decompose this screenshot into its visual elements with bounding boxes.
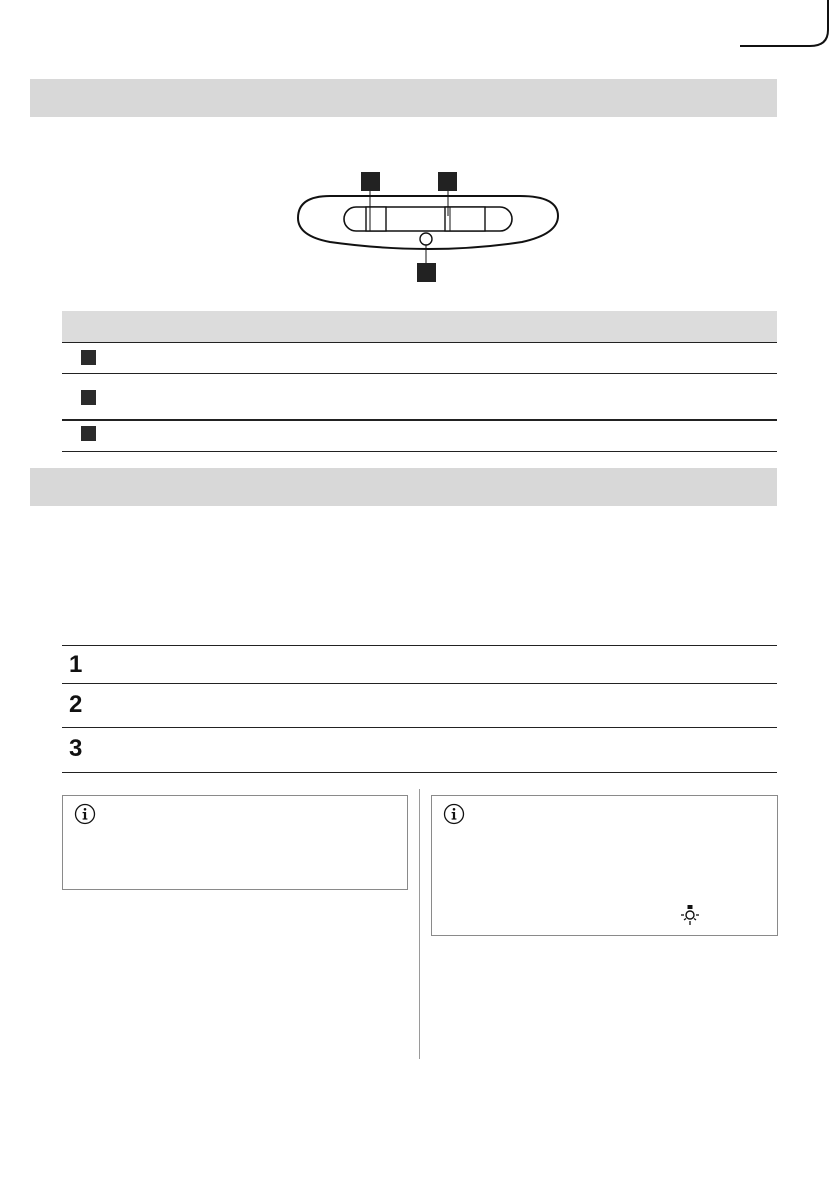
legend-row (62, 374, 777, 419)
steps-table (62, 645, 777, 775)
lamp-icon (679, 904, 701, 928)
table-rule (62, 645, 777, 646)
callout-marker-3 (417, 263, 436, 282)
step-number: 1 (69, 651, 83, 678)
callout-marker-1 (361, 172, 380, 191)
legend-marker (81, 390, 96, 405)
step-number: 2 (69, 691, 83, 718)
table-rule (62, 683, 777, 684)
table-rule (62, 772, 777, 773)
info-note-box (62, 795, 408, 890)
info-note-box (431, 795, 778, 936)
legend-table (62, 311, 777, 453)
table-rule (62, 727, 777, 728)
section-heading-bar (30, 79, 777, 117)
legend-marker (81, 350, 96, 365)
info-icon (74, 803, 96, 825)
table-rule (62, 451, 777, 452)
legend-table-header (62, 311, 777, 342)
legend-row (62, 421, 777, 451)
indicator-lamp-icon (420, 233, 432, 245)
legend-row (62, 343, 777, 373)
section-heading-bar (30, 468, 777, 506)
control-panel-diagram (290, 168, 570, 288)
corner-crop-mark (740, 0, 839, 50)
column-divider (419, 789, 420, 1059)
legend-marker (81, 426, 96, 441)
step-number: 3 (69, 735, 83, 762)
knob-right-icon (445, 207, 485, 231)
info-icon (443, 803, 465, 825)
callout-marker-2 (438, 172, 457, 191)
knob-left-icon (366, 207, 386, 231)
